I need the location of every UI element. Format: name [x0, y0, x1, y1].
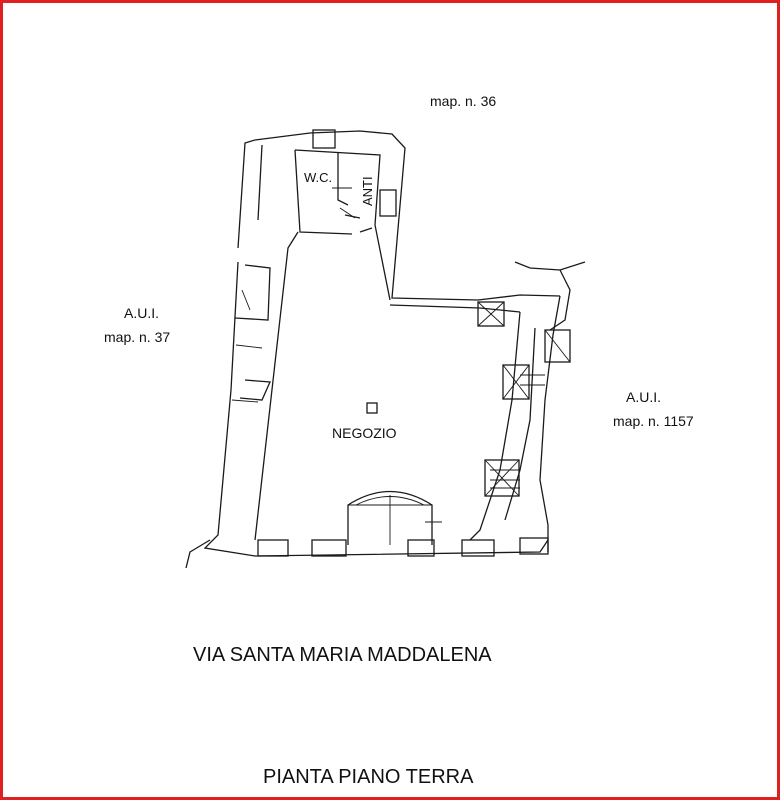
- plan-title: PIANTA PIANO TERRA: [263, 766, 474, 788]
- column-marker: [367, 403, 377, 413]
- label-anti: ANTI: [360, 176, 375, 206]
- outer-walls: [186, 131, 585, 568]
- stair-hatch: [490, 375, 545, 488]
- label-map36: map. n. 36: [430, 93, 497, 109]
- left-wall-hatch: [232, 290, 262, 402]
- street-name: VIA SANTA MARIA MADDALENA: [193, 644, 492, 666]
- label-map1157: map. n. 1157: [613, 413, 694, 429]
- inner-walls: [235, 145, 535, 540]
- pillars: [313, 130, 570, 496]
- label-aui-left: A.U.I.: [124, 305, 160, 321]
- label-negozio: NEGOZIO: [332, 425, 397, 441]
- entrance-arch: [348, 492, 442, 546]
- label-aui-right: A.U.I.: [626, 389, 662, 405]
- label-map37: map. n. 37: [104, 329, 171, 345]
- label-wc: W.C.: [304, 170, 333, 185]
